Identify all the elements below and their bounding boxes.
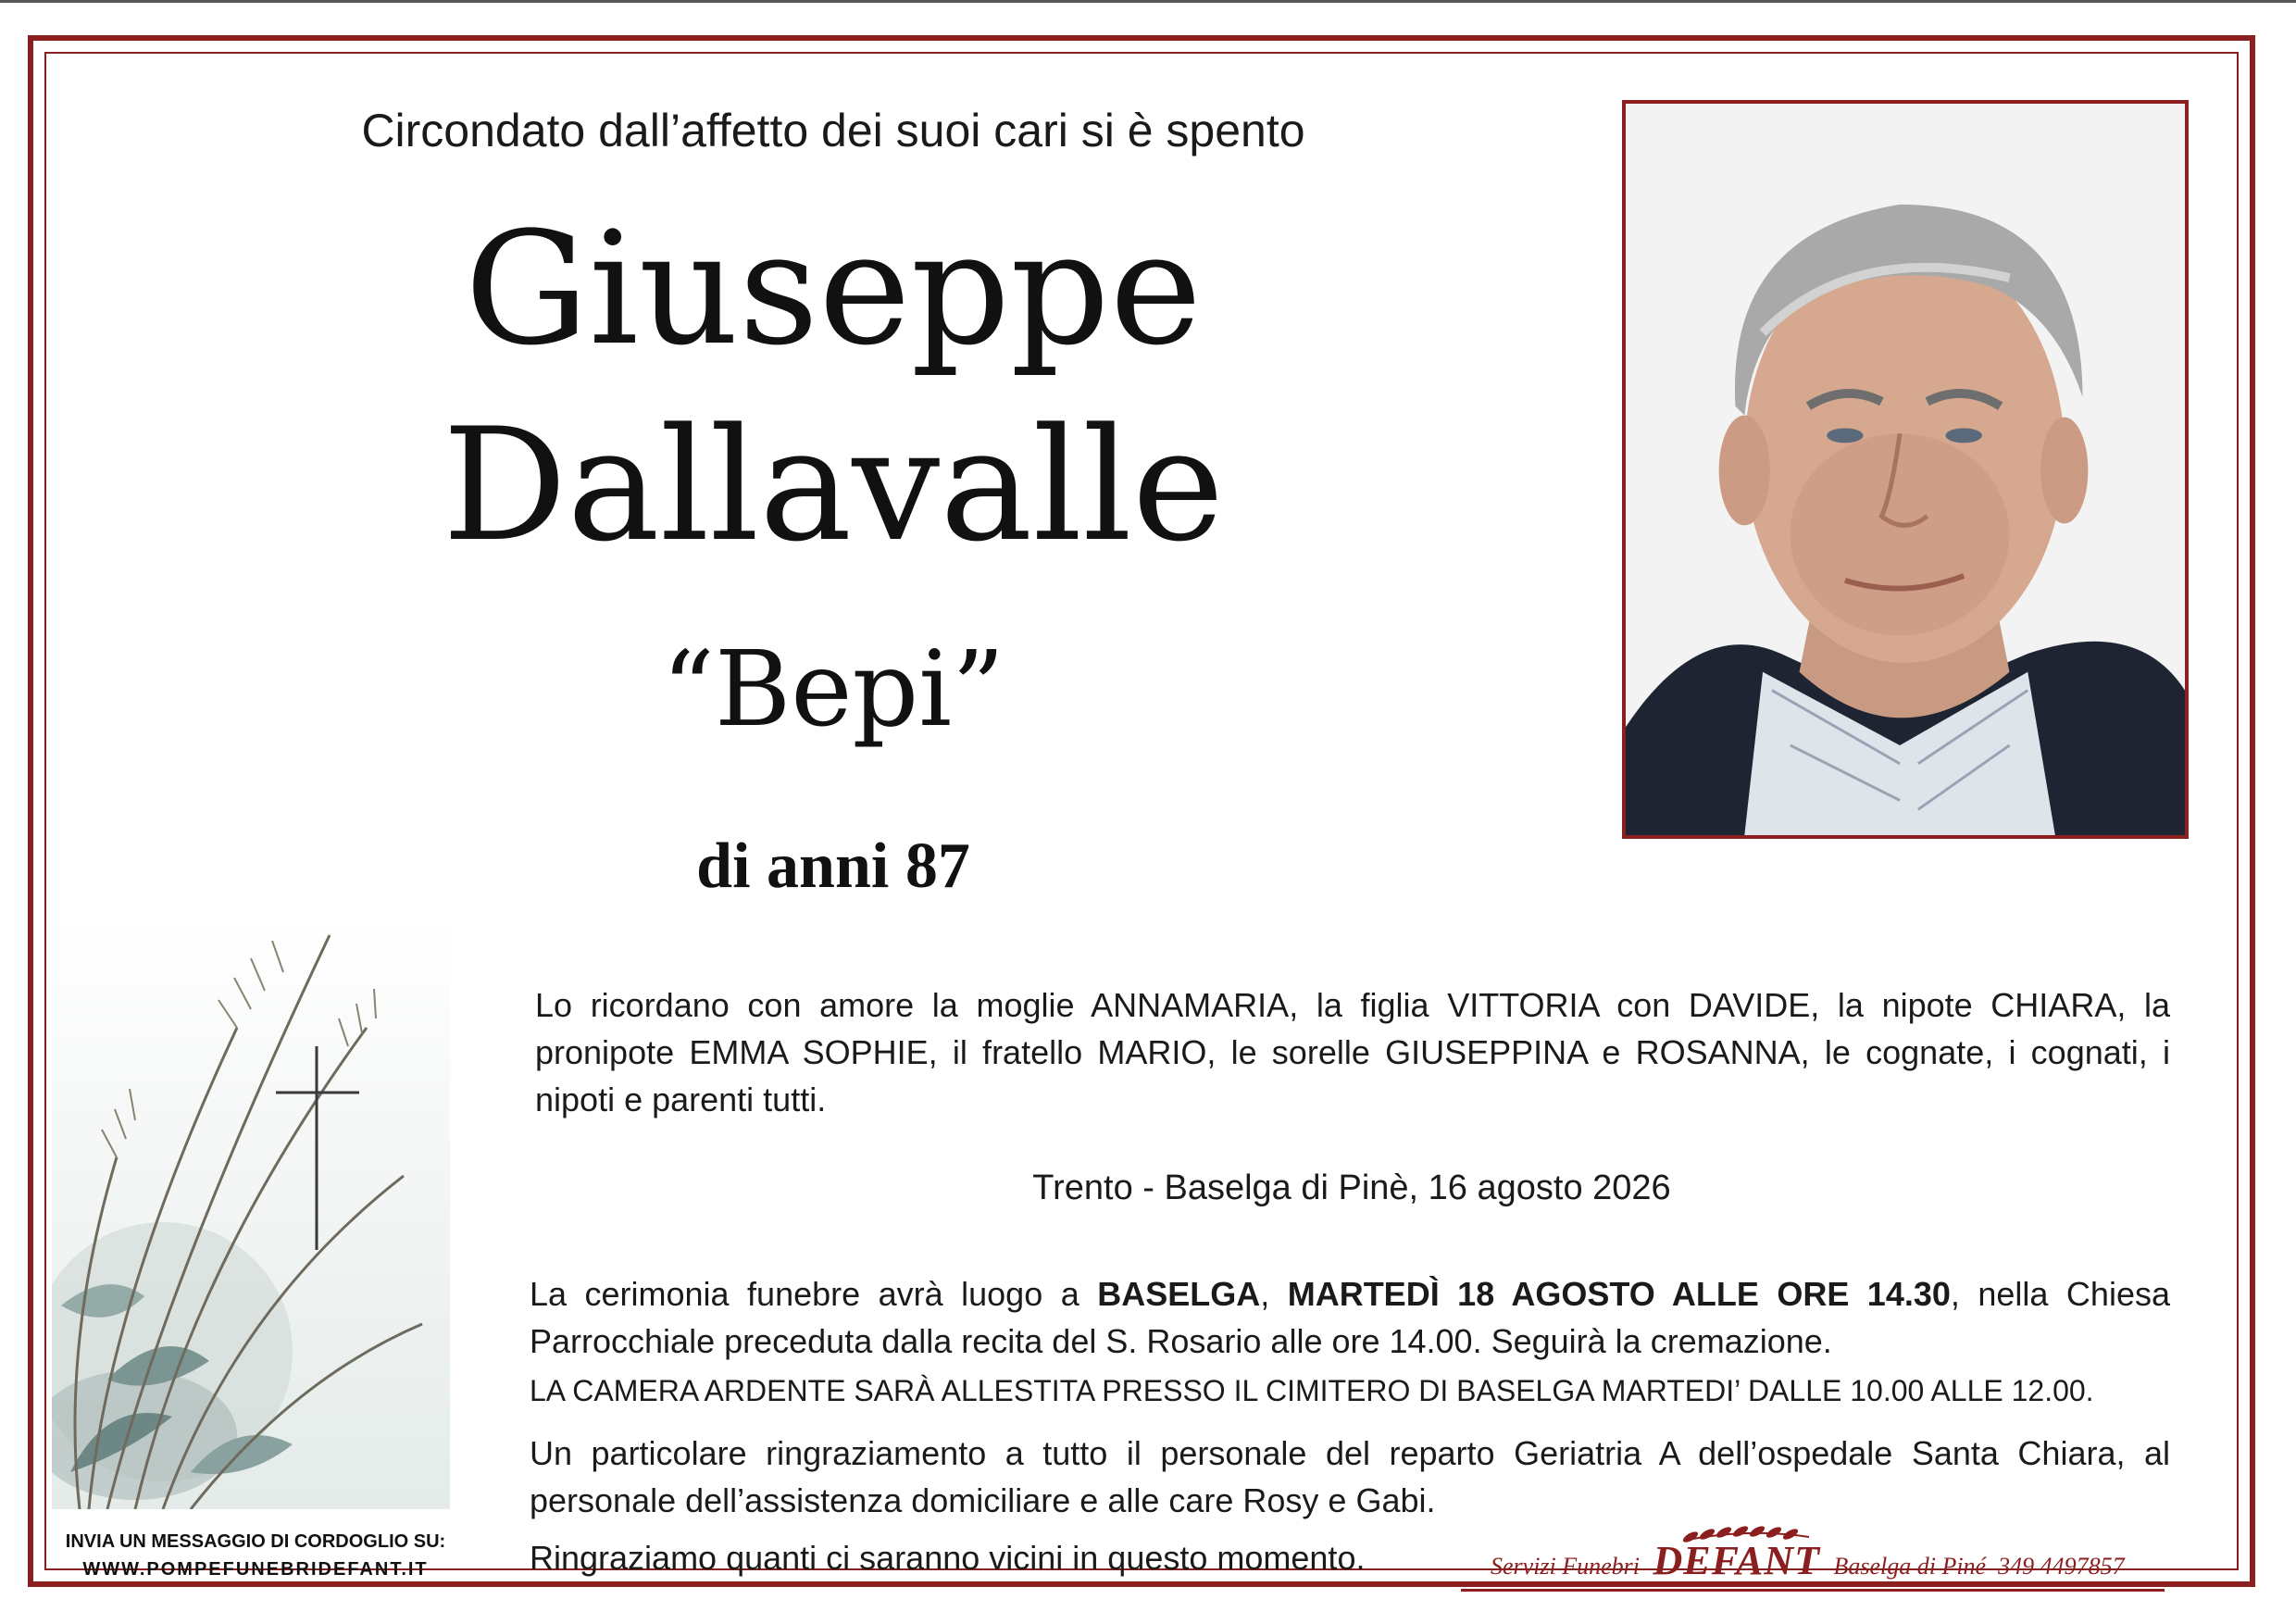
place-date: Trento - Baselga di Pinè, 16 agosto 2026 bbox=[1032, 1168, 1671, 1207]
footer-prefix: Servizi Funebri bbox=[1491, 1553, 1641, 1580]
footer-rule bbox=[1461, 1589, 2165, 1592]
ceremony-text-1: La cerimonia funebre avrà luogo a bbox=[530, 1275, 1098, 1313]
ceremony-text-2: , bbox=[1260, 1275, 1288, 1313]
ceremony-location: BASELGA bbox=[1097, 1275, 1261, 1313]
top-rule bbox=[0, 0, 2296, 3]
portrait-image bbox=[1626, 104, 2185, 835]
ceremony-paragraph bbox=[530, 1270, 2170, 1365]
funeral-service-footer bbox=[1491, 1537, 2125, 1584]
intro-line: Circondato dall’affetto dei suoi cari si è spento bbox=[361, 105, 1305, 156]
ceremony-datetime: MARTEDÌ 18 AGOSTO ALLE ORE 14.30 bbox=[1287, 1275, 1951, 1313]
last-name: Dallavalle bbox=[442, 394, 1225, 576]
nickname: “Bepi” bbox=[661, 630, 1005, 750]
ceremony-text-3: , nella Chiesa Parrocchiale preceduta dalla recita del S. Rosario alle ore 14.00. Seguirà la cremazione. bbox=[530, 1275, 2170, 1360]
closing-line: Ringraziamo quanti ci saranno vicini in questo momento. bbox=[530, 1539, 1366, 1577]
relatives-paragraph: Lo ricordano con amore la moglie ANNAMARIA, la figlia VITTORIA con DAVIDE, la nipote CHIARA, la pronipote EMMA SOPHIE, il fratello MARIO, le sorelle GIUSEPPINA e ROSANNA, le cognate, i cognati, i nipoti e parenti tutti. bbox=[535, 986, 2170, 1118]
first-name: Giuseppe bbox=[464, 198, 1203, 380]
footer-phone: 349 4497857 bbox=[1998, 1553, 2125, 1580]
footer-brand: DEFANT bbox=[1653, 1538, 1820, 1583]
condolence-box bbox=[52, 1528, 459, 1583]
portrait-photo bbox=[1622, 100, 2189, 839]
thanks-paragraph: Un particolare ringraziamento a tutto il personale del reparto Geriatria A dell’ospedale Santa Chiara, al personale dell’assistenza domiciliare e alle care Rosy e Gabi. bbox=[530, 1434, 2170, 1519]
age: di anni 87 bbox=[696, 831, 970, 902]
decorative-grass-illustration bbox=[52, 917, 450, 1509]
camera-ardente-notice: LA CAMERA ARDENTE SARÀ ALLESTITA PRESSO IL CIMITERO DI BASELGA MARTEDI’ DALLE 10.00 ALLE 12.00. bbox=[530, 1374, 2094, 1407]
condolence-label: INVIA UN MESSAGGIO DI CORDOGLIO SU: bbox=[65, 1531, 446, 1552]
grass-illustration bbox=[52, 917, 450, 1509]
condolence-link[interactable]: WWW.POMPEFUNEBRIDEFANT.IT bbox=[82, 1559, 429, 1580]
footer-location: Baselga di Piné bbox=[1833, 1553, 1987, 1580]
